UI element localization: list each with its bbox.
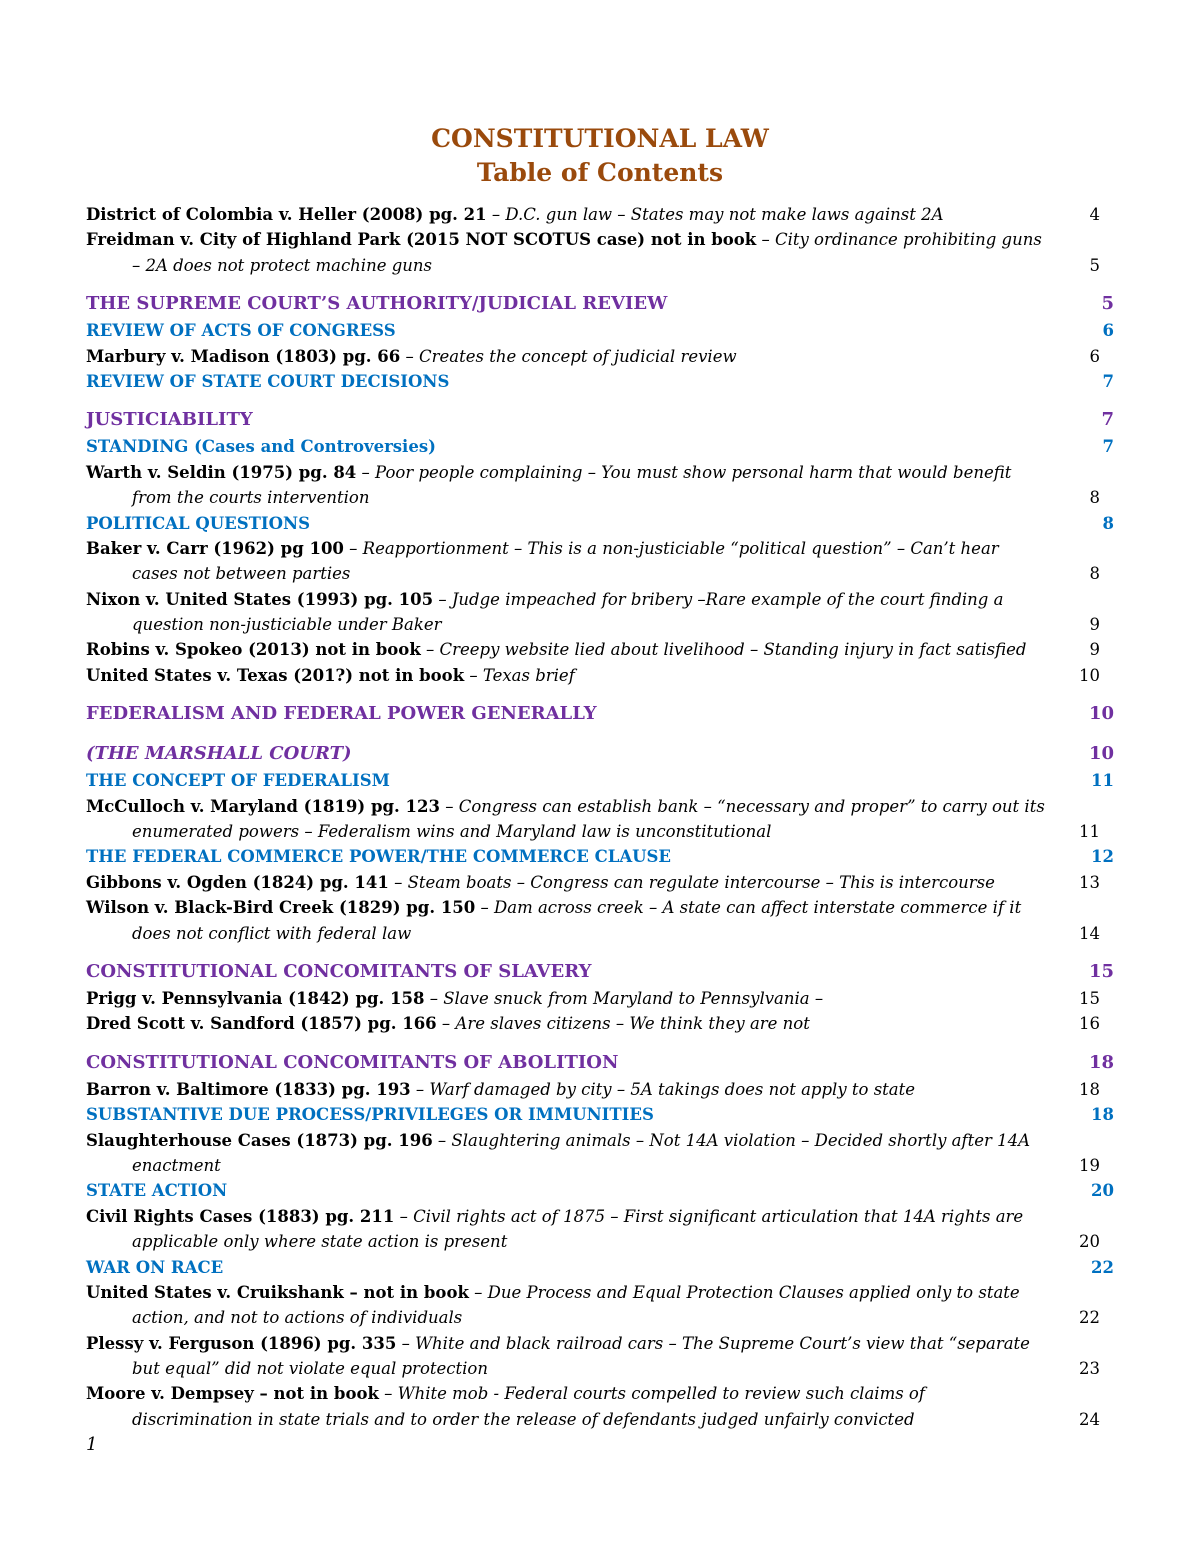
document-title: CONSTITUTIONAL LAW xyxy=(431,124,769,153)
case-name: Barron v. Baltimore (1833) pg. 193 xyxy=(86,1079,411,1099)
page-ref: 10 xyxy=(1088,703,1114,725)
toc-entry-continuation[interactable] xyxy=(86,1407,1116,1432)
toc-entry[interactable] xyxy=(86,460,1116,485)
case-description: cases not between parties xyxy=(132,564,351,584)
page-ref: 24 xyxy=(1079,1409,1100,1429)
toc-entry[interactable] xyxy=(86,1381,1116,1406)
toc-subsection-heading[interactable] xyxy=(86,511,1116,536)
toc-entry[interactable] xyxy=(86,663,1116,688)
page-ref: 11 xyxy=(1091,771,1114,791)
toc-entry[interactable] xyxy=(86,1331,1116,1356)
case-description: – White and black railroad cars – The Supreme Court’s view that “separate xyxy=(396,1333,1030,1353)
heading-text: (THE MARSHALL COURT) xyxy=(86,743,352,765)
heading-text: REVIEW OF STATE COURT DECISIONS xyxy=(86,371,450,391)
case-description: – Poor people complaining – You must show personal harm that would benefit xyxy=(356,462,1012,482)
case-description: – Congress can establish bank – “necessary and proper” to carry out its xyxy=(439,796,1045,816)
page-ref: 9 xyxy=(1089,640,1100,660)
toc-entry[interactable] xyxy=(86,536,1116,561)
case-name: Moore v. Dempsey – not in book xyxy=(86,1384,379,1404)
toc-section-heading[interactable] xyxy=(86,406,1116,434)
case-description: – Dam across creek – A state can affect interstate commerce if it xyxy=(475,898,1022,918)
toc-subsection-heading[interactable] xyxy=(86,369,1116,394)
toc-entry[interactable] xyxy=(86,1128,1116,1153)
toc-entry[interactable] xyxy=(86,344,1116,369)
toc-entry[interactable] xyxy=(86,1011,1116,1036)
page-ref: 22 xyxy=(1079,1308,1100,1328)
case-name: District of Colombia v. Heller (2008) pg. 21 xyxy=(86,205,487,224)
case-name: Wilson v. Black-Bird Creek (1829) pg. 150 xyxy=(86,898,476,918)
case-name: United States v. Cruikshank – not in book xyxy=(86,1282,469,1302)
case-description: – D.C. gun law – States may not make laws against 2A xyxy=(486,205,944,224)
heading-text: CONSTITUTIONAL CONCOMITANTS OF SLAVERY xyxy=(86,960,592,982)
case-description: – Steam boats – Congress can regulate intercourse – This is intercourse xyxy=(388,872,995,892)
page-number: 1 xyxy=(86,1434,98,1455)
case-name: Prigg v. Pennsylvania (1842) pg. 158 xyxy=(86,988,425,1008)
case-description: enumerated powers – Federalism wins and Maryland law is unconstitutional xyxy=(132,822,772,842)
case-description: – Are slaves citizens – We think they are not xyxy=(436,1014,810,1034)
page-ref: 13 xyxy=(1079,872,1100,892)
case-description: action, and not to actions of individuals xyxy=(132,1308,463,1328)
toc-entry-continuation[interactable] xyxy=(86,561,1116,586)
page-ref: 14 xyxy=(1079,923,1100,943)
toc-entry-continuation[interactable] xyxy=(86,819,1116,844)
page-ref: 12 xyxy=(1091,847,1114,867)
page-ref: 10 xyxy=(1079,665,1100,685)
toc-entry[interactable] xyxy=(86,227,1116,252)
toc-entry-continuation[interactable] xyxy=(86,485,1116,510)
case-name: Baker v. Carr (1962) pg 100 xyxy=(86,538,344,558)
page-ref: 23 xyxy=(1079,1359,1100,1379)
toc-entry-continuation[interactable] xyxy=(86,921,1116,946)
page-ref: 16 xyxy=(1079,1014,1100,1034)
toc-entry-continuation[interactable] xyxy=(86,253,1116,278)
heading-text: WAR ON RACE xyxy=(86,1257,224,1277)
toc-entry[interactable] xyxy=(86,794,1116,819)
case-name: Robins v. Spokeo (2013) not in book xyxy=(86,640,421,660)
toc-entry[interactable] xyxy=(86,1280,1116,1305)
case-name: Warth v. Seldin (1975) pg. 84 xyxy=(86,462,357,482)
page-ref: 10 xyxy=(1088,743,1114,765)
toc-entry[interactable] xyxy=(86,1077,1116,1102)
page-ref: 20 xyxy=(1079,1232,1100,1252)
case-description: question non-justiciable under Baker xyxy=(132,615,442,635)
case-name: Dred Scott v. Sandford (1857) pg. 166 xyxy=(86,1014,437,1034)
toc-subsection-heading[interactable] xyxy=(86,318,1116,343)
case-name: Civil Rights Cases (1883) pg. 211 xyxy=(86,1206,395,1226)
document-subtitle: Table of Contents xyxy=(476,158,724,187)
toc-entry[interactable] xyxy=(86,870,1116,895)
page-ref: 5 xyxy=(1089,255,1100,275)
case-description: – Creepy website lied about livelihood – Standing injury in fact satisfied xyxy=(420,640,1027,660)
toc-subsection-heading[interactable] xyxy=(86,768,1116,793)
page-ref: 5 xyxy=(1101,293,1114,315)
case-name: Gibbons v. Ogden (1824) pg. 141 xyxy=(86,872,389,892)
case-description: – Slaughtering animals – Not 14A violation – Decided shortly after 14A xyxy=(432,1130,1031,1150)
heading-text: JUSTICIABILITY xyxy=(86,409,253,431)
heading-text: FEDERALISM AND FEDERAL POWER GENERALLY xyxy=(86,703,597,725)
page-ref: 18 xyxy=(1091,1105,1114,1125)
case-description: from the courts intervention xyxy=(132,488,370,508)
case-description: – Texas brief xyxy=(464,665,575,685)
page-ref: 18 xyxy=(1079,1079,1100,1099)
toc-subsection-heading[interactable] xyxy=(86,1255,1116,1280)
page-ref: 8 xyxy=(1089,488,1100,508)
case-name: McCulloch v. Maryland (1819) pg. 123 xyxy=(86,796,440,816)
page-ref: 6 xyxy=(1102,321,1114,341)
page-ref: 18 xyxy=(1088,1051,1114,1073)
toc-entry-continuation[interactable] xyxy=(86,1229,1116,1254)
page-ref: 7 xyxy=(1101,409,1114,431)
case-name: Marbury v. Madison (1803) pg. 66 xyxy=(86,346,401,366)
page-ref: 11 xyxy=(1079,822,1100,842)
toc-subsection-heading[interactable] xyxy=(86,434,1116,459)
case-description: – City ordinance prohibiting guns xyxy=(756,230,1042,250)
toc-entry[interactable] xyxy=(86,637,1116,662)
title-block xyxy=(0,122,1200,190)
page-ref: 9 xyxy=(1089,615,1100,635)
page-ref: 7 xyxy=(1102,437,1114,457)
case-description: enactment xyxy=(132,1155,221,1175)
table-of-contents xyxy=(86,202,1116,1432)
case-description: – Creates the concept of judicial review xyxy=(400,346,737,366)
case-description: – White mob - Federal courts compelled to review such claims of xyxy=(378,1384,925,1404)
case-description: – Civil rights act of 1875 – First significant articulation that 14A rights are xyxy=(394,1206,1024,1226)
heading-text: THE SUPREME COURT’S AUTHORITY/JUDICIAL REVIEW xyxy=(86,293,668,315)
toc-entry[interactable] xyxy=(86,1204,1116,1229)
page-ref: 8 xyxy=(1102,513,1114,533)
case-name: Slaughterhouse Cases (1873) pg. 196 xyxy=(86,1130,433,1150)
toc-section-heading[interactable] xyxy=(86,958,1116,986)
page-ref: 22 xyxy=(1091,1257,1114,1277)
toc-entry[interactable] xyxy=(86,587,1116,612)
case-description: – Due Process and Equal Protection Clauses applied only to state xyxy=(468,1282,1020,1302)
toc-entry[interactable] xyxy=(86,895,1116,920)
case-description: – Judge impeached for bribery –Rare example of the court finding a xyxy=(433,589,1004,609)
toc-entry-continuation[interactable] xyxy=(86,1305,1116,1330)
heading-text: STATE ACTION xyxy=(86,1181,228,1201)
toc-section-heading[interactable] xyxy=(86,1049,1116,1077)
page-ref: 4 xyxy=(1089,205,1100,224)
case-description: discrimination in state trials and to order the release of defendants judged unfairly convicted xyxy=(132,1409,915,1429)
case-name: Nixon v. United States (1993) pg. 105 xyxy=(86,589,434,609)
toc-entry[interactable] xyxy=(86,986,1116,1011)
page-ref: 15 xyxy=(1079,988,1100,1008)
heading-text: POLITICAL QUESTIONS xyxy=(86,513,310,533)
heading-text: REVIEW OF ACTS OF CONGRESS xyxy=(86,321,396,341)
toc-section-heading[interactable] xyxy=(86,740,1116,768)
toc-section-heading[interactable] xyxy=(86,700,1116,728)
heading-text: STANDING (Cases and Controversies) xyxy=(86,437,436,457)
page-ref: 20 xyxy=(1091,1181,1114,1201)
toc-subsection-heading[interactable] xyxy=(86,1102,1116,1127)
page-ref: 15 xyxy=(1088,960,1114,982)
page-ref: 19 xyxy=(1079,1155,1100,1175)
heading-text: SUBSTANTIVE DUE PROCESS/PRIVILEGES OR IMMUNITIES xyxy=(86,1105,654,1125)
toc-subsection-heading[interactable] xyxy=(86,844,1116,869)
page-ref: 8 xyxy=(1089,564,1100,584)
toc-entry[interactable] xyxy=(86,202,1116,227)
case-name: Plessy v. Ferguson (1896) pg. 335 xyxy=(86,1333,397,1353)
toc-section-heading[interactable] xyxy=(86,290,1116,318)
heading-text: THE FEDERAL COMMERCE POWER/THE COMMERCE CLAUSE xyxy=(86,847,672,867)
case-description: – 2A does not protect machine guns xyxy=(132,255,433,275)
toc-entry-continuation[interactable] xyxy=(86,1356,1116,1381)
heading-text: THE CONCEPT OF FEDERALISM xyxy=(86,771,390,791)
case-description: – Reapportionment – This is a non-justiciable “political question” – Can’t hear xyxy=(343,538,999,558)
case-description: applicable only where state action is present xyxy=(132,1232,508,1252)
case-name: Freidman v. City of Highland Park (2015 NOT SCOTUS case) not in book xyxy=(86,230,757,250)
toc-subsection-heading[interactable] xyxy=(86,1178,1116,1203)
toc-entry-continuation[interactable] xyxy=(86,1153,1116,1178)
case-name: United States v. Texas (201?) not in book xyxy=(86,665,465,685)
page-ref: 7 xyxy=(1102,371,1114,391)
case-description: – Warf damaged by city – 5A takings does not apply to state xyxy=(410,1079,916,1099)
case-description: does not conflict with federal law xyxy=(132,923,412,943)
page-ref: 6 xyxy=(1089,346,1100,366)
heading-text: CONSTITUTIONAL CONCOMITANTS OF ABOLITION xyxy=(86,1051,619,1073)
toc-entry-continuation[interactable] xyxy=(86,612,1116,637)
case-description: – Slave snuck from Maryland to Pennsylvania – xyxy=(424,988,824,1008)
case-description: but equal” did not violate equal protection xyxy=(132,1359,488,1379)
